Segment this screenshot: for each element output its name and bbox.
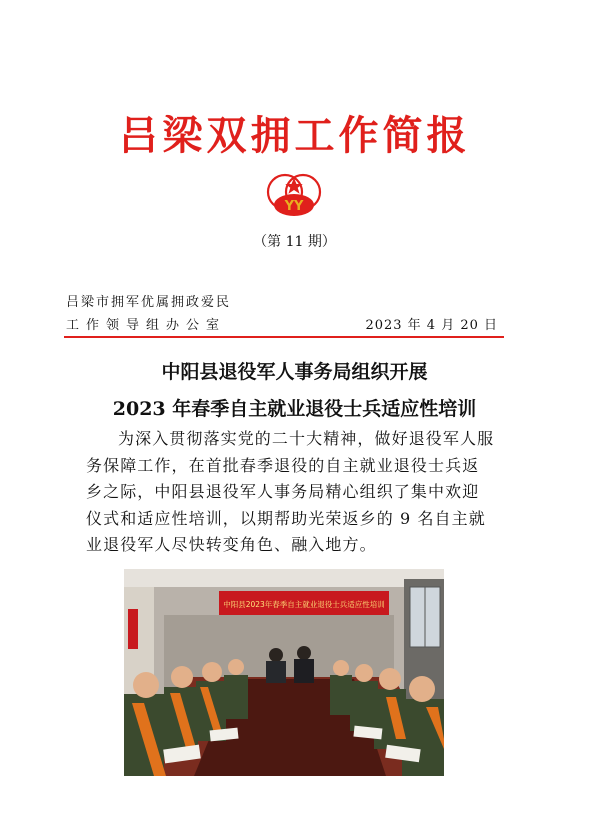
photo-banner-text: 中阳县2023年春季自主就业退役士兵适应性培训 bbox=[223, 600, 385, 609]
article-body bbox=[86, 426, 516, 559]
publish-date: 2023 年 4 月 20 日 bbox=[365, 318, 498, 333]
article-title-line-2: 2023 年春季自主就业退役士兵适应性培训 bbox=[112, 398, 477, 420]
training-photo bbox=[124, 569, 444, 776]
body-line: 业退役军人尽快转变角色、融入地方。 bbox=[86, 535, 377, 554]
body-line: 乡之际，中阳县退役军人事务局精心组织了集中欢迎 bbox=[86, 482, 480, 501]
issuer-line-2: 工作领导组办公室 bbox=[66, 318, 227, 333]
body-line: 仪式和适应性培训，以期帮助光荣返乡的 9 名自主就 bbox=[86, 508, 486, 528]
issuer-line-1: 吕梁市拥军优属拥政爱民 bbox=[66, 295, 232, 310]
bulletin-title: 吕梁双拥工作简报 bbox=[118, 112, 471, 159]
body-line: 务保障工作，在首批春季退役的自主就业退役士兵返 bbox=[86, 455, 480, 475]
header-divider bbox=[64, 336, 504, 338]
issue-number: （第 11 期） bbox=[253, 234, 336, 250]
body-line: 为深入贯彻落实党的二十大精神，做好退役军人服 bbox=[118, 429, 495, 448]
article-title-line-1: 中阳县退役军人事务局组织开展 bbox=[161, 361, 428, 383]
logo-lettering: YY bbox=[284, 199, 304, 214]
double-support-logo-icon bbox=[266, 172, 322, 220]
